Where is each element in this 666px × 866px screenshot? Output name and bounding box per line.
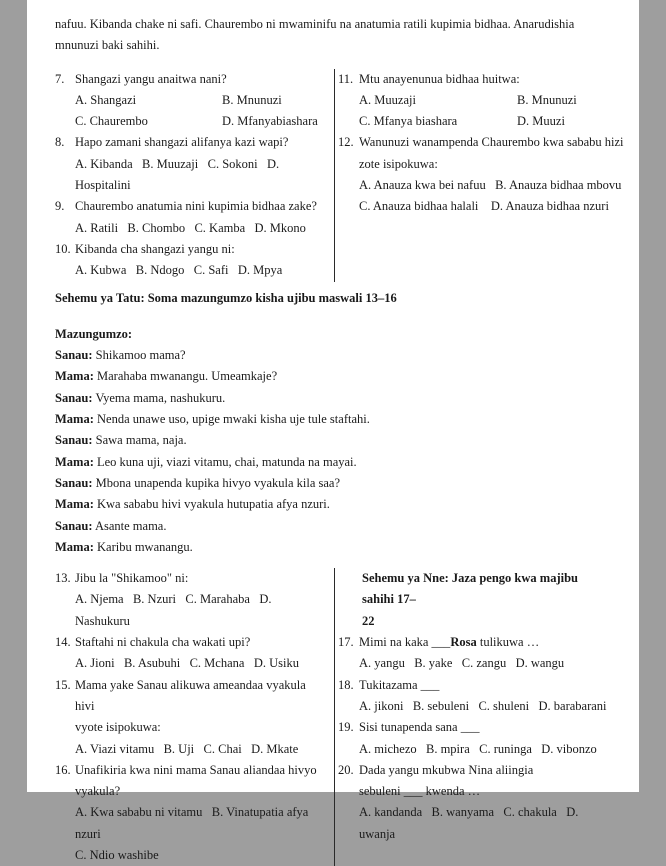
dialogue-line [55, 473, 613, 494]
question-8 [55, 132, 324, 196]
option-row [75, 90, 324, 111]
section3-heading: Sehemu ya Tatu: Soma mazungumzo kisha ujibu maswali 13–16 [55, 290, 397, 305]
part2-right-column [334, 69, 666, 282]
question-number: 7. [55, 71, 65, 86]
question-text: Kibanda cha shangazi yangu ni: [75, 241, 235, 256]
part3-questions-column [55, 568, 334, 866]
question-text: Dada yangu mkubwa Nina aliingia [359, 762, 534, 777]
option-line: A. Jioni B. Asubuhi C. Mchana D. Usiku [75, 656, 299, 671]
question-19 [338, 717, 613, 760]
question-number: 12. [338, 135, 354, 150]
dialogue-line [55, 452, 613, 473]
question-number: 19. [338, 720, 354, 735]
question-number: 18. [338, 677, 354, 692]
section4-heading-line1: Sehemu ya Nne: Jaza pengo kwa majibu sahihi 17– [362, 571, 578, 607]
option-cell: A. Muuzaji [359, 92, 416, 107]
dialogue-text: Vyema mama, nashukuru. [95, 390, 226, 405]
part4-questions-column [334, 568, 613, 866]
question-text: Hapo zamani shangazi alifanya kazi wapi? [75, 135, 289, 150]
question-text-pre: Mimi na kaka ___ [359, 635, 451, 650]
option-line: A. jikoni B. sebuleni C. shuleni D. barabarani [359, 698, 607, 713]
option-row [359, 111, 666, 132]
question-text: Shangazi yangu anaitwa nani? [75, 71, 227, 86]
speaker-name: Mama: [55, 497, 94, 512]
speaker-name: Sanau: [55, 433, 93, 448]
dialogue-block [55, 324, 613, 558]
dialogue-text: Shikamoo mama? [95, 348, 186, 363]
speaker-name: Sanau: [55, 390, 93, 405]
question-number: 8. [55, 135, 65, 150]
question-text-bold: Rosa [450, 635, 477, 650]
option-row [75, 111, 324, 132]
question-number: 16. [55, 762, 71, 777]
option-line: C. Anauza bidhaa halali D. Anauza bidhaa nzuri [359, 199, 609, 214]
question-12 [338, 132, 666, 217]
question-18 [338, 675, 613, 718]
question-13 [55, 568, 324, 632]
question-15 [55, 675, 324, 760]
speaker-name: Sanau: [55, 348, 93, 363]
option-line: A. michezo B. mpira C. runinga D. vibonzo [359, 741, 597, 756]
question-text [359, 632, 613, 653]
option-cell: B. Mnunuzi [222, 92, 282, 107]
question-number: 11. [338, 71, 354, 86]
dialogue-text: Karibu mwanangu. [97, 539, 193, 554]
dialogue-line [55, 388, 613, 409]
question-text-line2: vyakula? [75, 784, 121, 799]
option-cell: D. Muuzi [517, 114, 565, 129]
speaker-name: Sanau: [55, 475, 93, 490]
question-text-line2: zote isipokuwa: [359, 156, 438, 171]
question-9 [55, 196, 324, 239]
question-text: Mtu anayenunua bidhaa huitwa: [359, 71, 520, 86]
speaker-name: Sanau: [55, 518, 93, 533]
speaker-name: Mama: [55, 454, 94, 469]
option-line: A. Njema B. Nzuri C. Marahaba D. Nashukuru [75, 592, 275, 628]
dialogue-title: Mazungumzo: [55, 326, 133, 341]
dialogue-text: Asante mama. [94, 518, 167, 533]
option-line: A. Viazi vitamu B. Uji C. Chai D. Mkate [75, 741, 299, 756]
dialogue-line [55, 430, 613, 451]
section4-heading [362, 568, 613, 632]
option-cell: C. Mfanya biashara [359, 114, 458, 129]
option-line: A. kandanda B. wanyama C. chakula D. uwanja [359, 805, 582, 841]
question-14 [55, 632, 324, 675]
question-7 [55, 69, 324, 133]
dialogue-text: Nenda unawe uso, upige mwaki kisha uje tule staftahi. [97, 412, 370, 427]
question-16 [55, 760, 324, 866]
dialogue-text: Mbona unapenda kupika hivyo vyakula kila saa? [95, 475, 341, 490]
option-cell: C. Chaurembo [75, 114, 148, 129]
option-line: A. Ratili B. Chombo C. Kamba D. Mkono [75, 220, 306, 235]
question-17 [338, 632, 613, 675]
question-10 [55, 239, 324, 282]
option-line: A. Kibanda B. Muuzaji C. Sokoni D. Hospitalini [75, 156, 283, 193]
option-row [359, 90, 666, 111]
part3-part4-questions-grid [55, 568, 613, 866]
question-number: 20. [338, 762, 354, 777]
dialogue-text: Marahaba mwanangu. Umeamkaje? [97, 369, 278, 384]
option-cell: A. Shangazi [75, 92, 137, 107]
dialogue-line [55, 366, 613, 387]
question-text: Sisi tunapenda sana ___ [359, 720, 480, 735]
question-11 [338, 69, 666, 133]
dialogue-text: Kwa sababu hivi vyakula hutupatia afya nzuri. [97, 497, 330, 512]
speaker-name: Mama: [55, 369, 94, 384]
intro-paragraph: nafuu. Kibanda chake ni safi. Chaurembo ni mwaminifu na anatumia ratili kupimia bidhaa. Anarudishia mnunuzi baki sahihi. [55, 17, 575, 53]
dialogue-line [55, 516, 613, 537]
dialogue-text: Leo kuna uji, viazi vitamu, chai, matunda na mayai. [97, 454, 357, 469]
question-number: 17. [338, 635, 354, 650]
question-number: 14. [55, 635, 71, 650]
question-text-line2: vyote isipokuwa: [75, 720, 161, 735]
option-line: C. Ndio washibe [75, 847, 159, 862]
question-number: 9. [55, 199, 65, 214]
speaker-name: Mama: [55, 412, 94, 427]
exam-page [27, 0, 639, 862]
part2-questions-grid [55, 69, 624, 282]
question-text: Mama yake Sanau alikuwa ameandaa vyakula hivi [75, 677, 306, 713]
question-text: Jibu la "Shikamoo" ni: [75, 571, 189, 586]
question-number: 10. [55, 241, 71, 256]
question-text: Unafikiria kwa nini mama Sanau aliandaa hivyo [75, 762, 317, 777]
question-text: Wanunuzi wanampenda Chaurembo kwa sababu hizi [359, 135, 624, 150]
part2-left-column [55, 69, 334, 282]
dialogue-line [55, 494, 613, 515]
dialogue-line [55, 345, 613, 366]
option-line: A. Kwa sababu ni vitamu B. Vinatupatia afya nzuri [75, 805, 312, 841]
option-cell: D. Mfanyabiashara [222, 114, 318, 129]
question-number: 13. [55, 571, 71, 586]
question-20 [338, 760, 613, 845]
question-text: Staftahi ni chakula cha wakati upi? [75, 635, 251, 650]
question-text-line2: sebuleni ___ kwenda … [359, 784, 481, 799]
speaker-name: Mama: [55, 539, 94, 554]
option-cell: B. Mnunuzi [517, 92, 577, 107]
section4-heading-line2: 22 [362, 613, 375, 628]
question-number: 15. [55, 677, 71, 692]
dialogue-text: Sawa mama, naja. [95, 433, 187, 448]
dialogue-line [55, 409, 613, 430]
question-text: Tukitazama ___ [359, 677, 440, 692]
question-text: Chaurembo anatumia nini kupimia bidhaa zake? [75, 199, 317, 214]
option-line: A. yangu B. yake C. zangu D. wangu [359, 656, 565, 671]
question-text-post: tulikuwa … [476, 635, 540, 650]
option-line: A. Anauza kwa bei nafuu B. Anauza bidhaa mbovu [359, 178, 622, 193]
option-line: A. Kubwa B. Ndogo C. Safi D. Mpya [75, 263, 283, 278]
dialogue-line [55, 537, 613, 558]
